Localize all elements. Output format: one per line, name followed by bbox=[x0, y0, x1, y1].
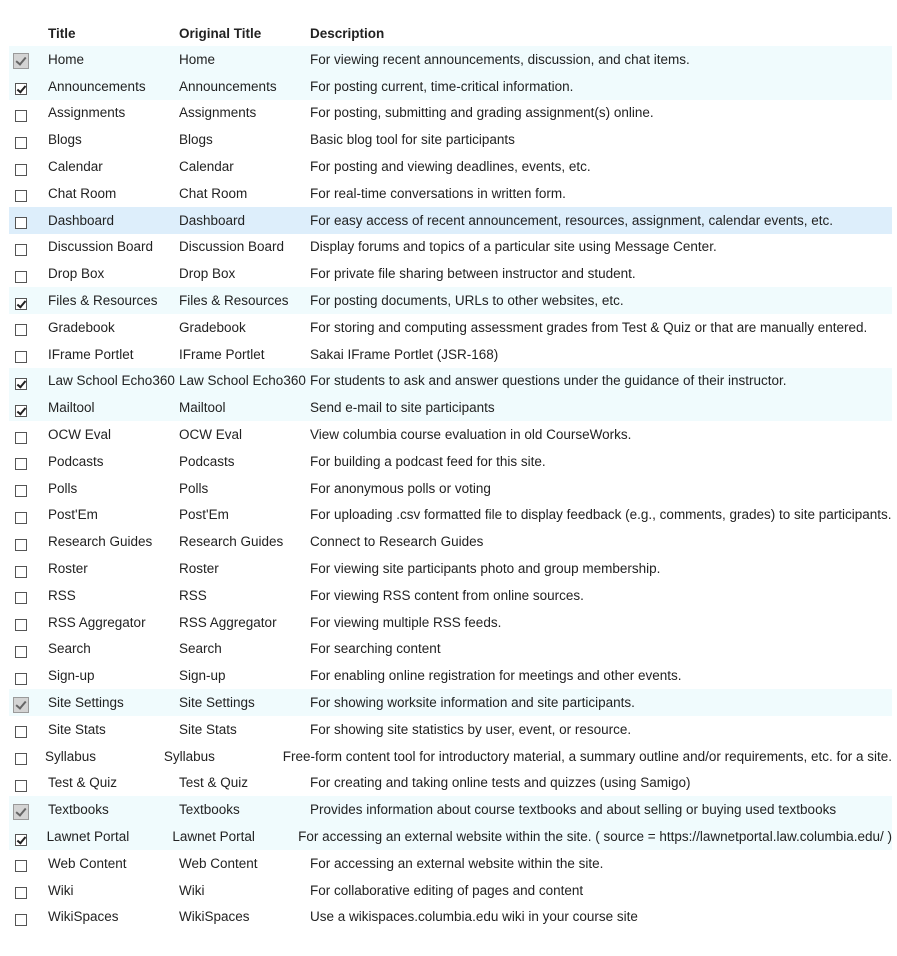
tool-row[interactable] bbox=[9, 502, 892, 529]
tool-row[interactable] bbox=[9, 207, 892, 234]
tool-title: Site Stats bbox=[48, 721, 106, 737]
tool-checkbox[interactable] bbox=[15, 324, 27, 336]
tool-title: Calendar bbox=[48, 159, 103, 175]
tool-row[interactable] bbox=[9, 394, 892, 421]
tool-original-title: Lawnet Portal bbox=[172, 829, 255, 844]
tool-title: Podcasts bbox=[48, 453, 104, 469]
tool-checkbox[interactable] bbox=[15, 539, 27, 551]
tool-checkbox-cell bbox=[9, 321, 48, 333]
tool-description: For building a podcast feed for this site. bbox=[310, 453, 546, 469]
tool-checkbox-cell bbox=[9, 455, 48, 467]
tool-title: Research Guides bbox=[48, 534, 153, 550]
tool-description: For students to ask and answer questions under the guidance of their instructor. bbox=[310, 373, 787, 389]
tool-row[interactable] bbox=[9, 100, 892, 127]
tool-row[interactable] bbox=[9, 636, 892, 663]
tool-checkbox[interactable] bbox=[15, 405, 27, 417]
tool-checkbox-cell bbox=[9, 375, 48, 387]
tool-description: View columbia course evaluation in old CourseWorks. bbox=[310, 427, 632, 443]
tool-title: Assignments bbox=[48, 105, 126, 121]
tool-original-title: Mailtool bbox=[179, 400, 226, 416]
locked-checkbox bbox=[13, 804, 29, 820]
tool-checkbox-cell bbox=[9, 911, 48, 923]
tool-original-title: RSS bbox=[179, 587, 207, 603]
tool-row[interactable] bbox=[9, 448, 892, 475]
tool-checkbox-cell bbox=[9, 616, 48, 628]
tool-row[interactable] bbox=[9, 153, 892, 180]
tool-row[interactable] bbox=[9, 475, 892, 502]
tool-checkbox[interactable] bbox=[15, 834, 27, 846]
tool-checkbox[interactable] bbox=[15, 217, 27, 229]
tool-description: For showing worksite information and site participants. bbox=[310, 695, 635, 711]
tool-checkbox[interactable] bbox=[15, 137, 27, 149]
tool-checkbox[interactable] bbox=[15, 164, 27, 176]
tool-checkbox-cell bbox=[9, 670, 48, 682]
tool-description: Use a wikispaces.columbia.edu wiki in your course site bbox=[310, 909, 638, 925]
tool-description: For showing site statistics by user, event, or resource. bbox=[310, 721, 632, 737]
tool-checkbox[interactable] bbox=[15, 512, 27, 524]
tool-checkbox-cell bbox=[9, 831, 47, 843]
tool-original-title: Test & Quiz bbox=[179, 775, 249, 791]
tool-original-title: Law School Echo360 bbox=[179, 373, 306, 389]
tool-checkbox[interactable] bbox=[15, 378, 27, 390]
tool-description: For anonymous polls or voting bbox=[310, 480, 491, 496]
tool-title: IFrame Portlet bbox=[48, 346, 134, 362]
tool-description: Display forums and topics of a particular site using Message Center. bbox=[310, 239, 717, 255]
tool-checkbox[interactable] bbox=[15, 726, 27, 738]
tool-title: Chat Room bbox=[48, 185, 117, 201]
tool-row[interactable] bbox=[9, 368, 892, 395]
tool-row[interactable] bbox=[9, 796, 892, 823]
tool-checkbox-cell bbox=[9, 214, 48, 226]
tool-title: Search bbox=[48, 641, 91, 657]
tool-title: WikiSpaces bbox=[48, 909, 119, 925]
tool-checkbox-cell bbox=[9, 241, 48, 253]
header-description: Description bbox=[310, 25, 385, 41]
tool-checkbox-cell bbox=[9, 509, 48, 521]
tool-original-title: Discussion Board bbox=[179, 239, 285, 255]
tool-checkbox-cell bbox=[9, 777, 48, 789]
table-header bbox=[9, 20, 892, 46]
tool-original-title: Textbooks bbox=[179, 802, 240, 818]
tool-checkbox-cell bbox=[9, 187, 48, 199]
tool-original-title: Polls bbox=[179, 480, 209, 496]
tool-original-title: Drop Box bbox=[179, 266, 236, 282]
tool-row[interactable] bbox=[9, 341, 892, 368]
tool-table bbox=[9, 20, 892, 930]
tool-checkbox-cell bbox=[9, 134, 48, 146]
tool-original-title: Site Settings bbox=[179, 695, 255, 711]
tool-checkbox-cell bbox=[9, 80, 48, 92]
tool-row[interactable] bbox=[9, 904, 892, 931]
tool-original-title: Assignments bbox=[179, 105, 257, 121]
tool-title: Gradebook bbox=[48, 319, 115, 335]
tool-original-title: Chat Room bbox=[179, 185, 248, 201]
tool-checkbox-cell bbox=[9, 51, 48, 67]
tool-title: Announcements bbox=[48, 78, 146, 94]
tool-checkbox-cell bbox=[9, 802, 48, 818]
tool-original-title: Gradebook bbox=[179, 319, 246, 335]
tool-description: For accessing an external website within the site. bbox=[310, 855, 604, 871]
tool-description: For posting and viewing deadlines, events, etc. bbox=[310, 159, 591, 175]
tool-original-title: WikiSpaces bbox=[179, 909, 250, 925]
tool-title: Sign-up bbox=[48, 668, 95, 684]
tool-checkbox[interactable] bbox=[15, 780, 27, 792]
tool-original-title: Web Content bbox=[179, 855, 258, 871]
tool-checkbox[interactable] bbox=[15, 351, 27, 363]
tool-row[interactable] bbox=[9, 850, 892, 877]
tool-original-title: OCW Eval bbox=[179, 427, 243, 443]
tool-row[interactable] bbox=[9, 234, 892, 261]
tool-original-title: Syllabus bbox=[163, 748, 215, 764]
tool-original-title: Search bbox=[179, 641, 222, 657]
tool-description: For uploading .csv formatted file to display feedback (e.g., comments, grades) to site participants. bbox=[310, 507, 892, 523]
tool-checkbox-cell bbox=[9, 161, 48, 173]
tool-row[interactable] bbox=[9, 609, 892, 636]
tool-title: Lawnet Portal bbox=[46, 829, 130, 844]
tool-checkbox-cell bbox=[9, 295, 48, 307]
tool-title: Blogs bbox=[48, 132, 82, 148]
tool-row[interactable] bbox=[9, 260, 892, 287]
tool-description: For viewing multiple RSS feeds. bbox=[310, 614, 502, 630]
tool-checkbox[interactable] bbox=[15, 887, 27, 899]
tool-original-title: Dashboard bbox=[179, 212, 246, 228]
tool-description: For viewing RSS content from online sources. bbox=[310, 587, 584, 603]
tool-original-title: Files & Resources bbox=[179, 293, 289, 309]
tool-description: For searching content bbox=[310, 641, 441, 657]
tool-original-title: Roster bbox=[179, 561, 219, 577]
tool-original-title: Calendar bbox=[179, 159, 234, 175]
tool-original-title: Blogs bbox=[179, 132, 213, 148]
tool-checkbox-cell bbox=[9, 750, 45, 762]
tool-checkbox-cell bbox=[9, 536, 48, 548]
tool-original-title: Announcements bbox=[179, 78, 277, 94]
tool-description: For posting documents, URLs to other websites, etc. bbox=[310, 293, 624, 309]
tool-checkbox-cell bbox=[9, 884, 48, 896]
tool-description: For posting current, time-critical information. bbox=[310, 78, 574, 94]
tool-checkbox[interactable] bbox=[15, 110, 27, 122]
tool-title: Discussion Board bbox=[48, 239, 154, 255]
tool-original-title: RSS Aggregator bbox=[179, 614, 277, 630]
tool-row[interactable] bbox=[9, 287, 892, 314]
tool-row[interactable] bbox=[9, 877, 892, 904]
tool-row[interactable] bbox=[9, 555, 892, 582]
tool-description: Provides information about course textbooks and about selling or buying used textbooks bbox=[310, 802, 837, 818]
tool-row[interactable] bbox=[9, 662, 892, 689]
tool-description: For viewing recent announcements, discussion, and chat items. bbox=[310, 51, 690, 67]
tool-description: Send e-mail to site participants bbox=[310, 400, 495, 416]
tool-description: For posting, submitting and grading assignment(s) online. bbox=[310, 105, 654, 121]
tool-checkbox[interactable] bbox=[15, 190, 27, 202]
tool-original-title: Wiki bbox=[179, 882, 205, 898]
tool-checkbox[interactable] bbox=[15, 244, 27, 256]
tool-checkbox-cell bbox=[9, 563, 48, 575]
tool-row[interactable] bbox=[9, 823, 892, 850]
tool-title: Textbooks bbox=[48, 802, 109, 818]
tool-title: RSS Aggregator bbox=[48, 614, 146, 630]
tool-description: Sakai IFrame Portlet (JSR-168) bbox=[310, 346, 499, 362]
tool-title: Test & Quiz bbox=[48, 775, 118, 791]
tool-row[interactable] bbox=[9, 73, 892, 100]
tool-title: Wiki bbox=[48, 882, 74, 898]
tool-title: Dashboard bbox=[48, 212, 115, 228]
tool-title: Web Content bbox=[48, 855, 127, 871]
tool-checkbox[interactable] bbox=[15, 432, 27, 444]
tool-checkbox[interactable] bbox=[15, 485, 27, 497]
tool-row[interactable] bbox=[9, 689, 892, 716]
tool-checkbox[interactable] bbox=[15, 458, 27, 470]
tool-checkbox[interactable] bbox=[15, 860, 27, 872]
tool-checkbox-cell bbox=[9, 268, 48, 280]
locked-checkbox bbox=[13, 697, 29, 713]
tool-title: Files & Resources bbox=[48, 293, 158, 309]
tool-original-title: Research Guides bbox=[179, 534, 284, 550]
tool-checkbox-cell bbox=[9, 348, 48, 360]
tool-title: Law School Echo360 bbox=[48, 373, 175, 389]
tool-checkbox[interactable] bbox=[15, 673, 27, 685]
tool-description: For viewing site participants photo and group membership. bbox=[310, 561, 661, 577]
tool-original-title: Podcasts bbox=[179, 453, 235, 469]
tool-checkbox-cell bbox=[9, 107, 48, 119]
tool-title: RSS bbox=[48, 587, 76, 603]
tool-checkbox[interactable] bbox=[15, 646, 27, 658]
tool-title: Roster bbox=[48, 561, 88, 577]
tool-row[interactable] bbox=[9, 743, 892, 770]
tool-original-title: Site Stats bbox=[179, 721, 237, 737]
tool-description: Basic blog tool for site participants bbox=[310, 132, 515, 148]
tool-description: For enabling online registration for meetings and other events. bbox=[310, 668, 682, 684]
tool-row[interactable] bbox=[9, 770, 892, 797]
tool-checkbox[interactable] bbox=[15, 619, 27, 631]
tool-checkbox[interactable] bbox=[15, 83, 27, 95]
tool-original-title: Home bbox=[179, 51, 216, 67]
tool-description: For easy access of recent announcement, resources, assignment, calendar events, etc. bbox=[310, 212, 834, 228]
tool-title: Site Settings bbox=[48, 695, 124, 711]
tool-checkbox[interactable] bbox=[15, 566, 27, 578]
tool-description: Free-form content tool for introductory material, a summary outline and/or requirements, etc. for a site. bbox=[282, 748, 892, 764]
tool-checkbox-cell bbox=[9, 402, 48, 414]
tool-checkbox-cell bbox=[9, 429, 48, 441]
tool-original-title: Post'Em bbox=[179, 507, 229, 523]
tool-title: Home bbox=[48, 51, 85, 67]
tool-description: For storing and computing assessment grades from Test & Quiz or that are manually entered. bbox=[310, 319, 868, 335]
tool-row[interactable] bbox=[9, 314, 892, 341]
tool-description: For real-time conversations in written form. bbox=[310, 185, 566, 201]
tool-checkbox[interactable] bbox=[15, 914, 27, 926]
tool-rows bbox=[9, 46, 892, 930]
header-original-title: Original Title bbox=[179, 25, 262, 41]
tool-checkbox[interactable] bbox=[15, 592, 27, 604]
tool-checkbox[interactable] bbox=[15, 298, 27, 310]
tool-description: For creating and taking online tests and quizzes (using Samigo) bbox=[310, 775, 691, 791]
tool-description: For accessing an external website within the site. ( source = https://lawnetportal.law.columbia.edu/ ) bbox=[298, 829, 892, 844]
locked-checkbox bbox=[13, 53, 29, 69]
tool-checkbox-cell bbox=[9, 857, 48, 869]
tool-checkbox-cell bbox=[9, 723, 48, 735]
tool-original-title: Sign-up bbox=[179, 668, 226, 684]
tool-row[interactable] bbox=[9, 180, 892, 207]
tool-row[interactable] bbox=[9, 46, 892, 73]
tool-checkbox-cell bbox=[9, 643, 48, 655]
tool-description: For private file sharing between instructor and student. bbox=[310, 266, 636, 282]
tool-title: Mailtool bbox=[48, 400, 95, 416]
tool-row[interactable] bbox=[9, 126, 892, 153]
tool-title: OCW Eval bbox=[48, 427, 112, 443]
tool-title: Post'Em bbox=[48, 507, 98, 523]
tool-title: Drop Box bbox=[48, 266, 105, 282]
tool-title: Polls bbox=[48, 480, 78, 496]
tool-row[interactable] bbox=[9, 582, 892, 609]
tool-checkbox[interactable] bbox=[15, 753, 27, 765]
tool-original-title: IFrame Portlet bbox=[179, 346, 265, 362]
tool-row[interactable] bbox=[9, 528, 892, 555]
tool-row[interactable] bbox=[9, 716, 892, 743]
tool-checkbox-cell bbox=[9, 589, 48, 601]
tool-checkbox-cell bbox=[9, 482, 48, 494]
tool-title: Syllabus bbox=[44, 748, 96, 764]
tool-description: Connect to Research Guides bbox=[310, 534, 484, 550]
tool-description: For collaborative editing of pages and content bbox=[310, 882, 584, 898]
tool-checkbox[interactable] bbox=[15, 271, 27, 283]
tool-row[interactable] bbox=[9, 421, 892, 448]
tool-checkbox-cell bbox=[9, 695, 48, 711]
header-title: Title bbox=[48, 25, 76, 41]
